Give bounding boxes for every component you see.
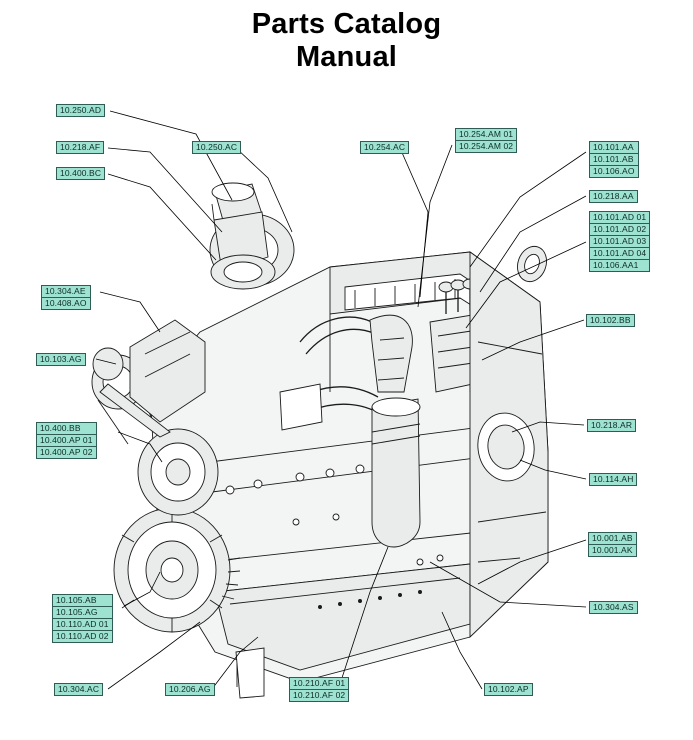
callout-label[interactable]: 10.001.AB — [588, 532, 637, 545]
callout-label[interactable]: 10.102.BB — [586, 314, 635, 327]
callout-label[interactable]: 10.101.AD 02 — [589, 223, 650, 236]
callout-10-101-aa-group[interactable] — [589, 141, 639, 177]
callout-10-101-ad-group[interactable] — [589, 211, 650, 271]
callout-10-001-ab-group[interactable] — [588, 532, 637, 556]
page-title — [0, 8, 693, 74]
callout-label[interactable]: 10.106.AA1 — [589, 259, 650, 272]
callout-10-105-ab-group[interactable] — [52, 594, 113, 642]
callout-label[interactable]: 10.250.AC — [192, 141, 241, 154]
callout-10-218-aa[interactable] — [589, 190, 638, 202]
callout-10-210-af-group[interactable] — [289, 677, 349, 701]
callout-label[interactable]: 10.254.AC — [360, 141, 409, 154]
callout-label[interactable]: 10.101.AA — [589, 141, 639, 154]
callout-10-102-bb[interactable] — [586, 314, 635, 326]
callout-label[interactable]: 10.304.AE — [41, 285, 91, 298]
callout-10-400-bb-group[interactable] — [36, 422, 97, 458]
callout-10-250-ac[interactable] — [192, 141, 241, 153]
title-line-1: Parts Catalog — [251, 8, 442, 40]
callout-label[interactable]: 10.101.AB — [589, 153, 639, 166]
callout-label[interactable]: 10.408.AO — [41, 297, 91, 310]
callout-label[interactable]: 10.218.AF — [56, 141, 104, 154]
callout-10-102-ap[interactable] — [484, 683, 533, 695]
callout-10-218-af[interactable] — [56, 141, 104, 153]
callout-label[interactable]: 10.101.AD 03 — [589, 235, 650, 248]
callout-label[interactable]: 10.101.AD 01 — [589, 211, 650, 224]
callout-label[interactable]: 10.210.AF 01 — [289, 677, 349, 690]
callout-label[interactable]: 10.400.BC — [56, 167, 105, 180]
callout-10-103-ag[interactable] — [36, 353, 86, 365]
callout-label[interactable]: 10.254.AM 01 — [455, 128, 517, 141]
callout-10-400-bc[interactable] — [56, 167, 105, 179]
callout-10-254-ac[interactable] — [360, 141, 409, 153]
callout-10-304-ac[interactable] — [54, 683, 103, 695]
callout-label[interactable]: 10.400.AP 02 — [36, 446, 97, 459]
callout-10-250-ad[interactable] — [56, 104, 105, 116]
callout-label[interactable]: 10.110.AD 01 — [52, 618, 113, 631]
callout-label[interactable]: 10.103.AG — [36, 353, 86, 366]
callout-10-114-ah[interactable] — [589, 473, 637, 485]
callout-label[interactable]: 10.105.AG — [52, 606, 113, 619]
callout-label[interactable]: 10.218.AR — [587, 419, 636, 432]
callout-label[interactable]: 10.001.AK — [588, 544, 637, 557]
callout-10-304-ae-group[interactable] — [41, 285, 91, 309]
callout-label[interactable]: 10.218.AA — [589, 190, 638, 203]
callout-10-218-ar[interactable] — [587, 419, 636, 431]
callout-label[interactable]: 10.105.AB — [52, 594, 113, 607]
callout-label[interactable]: 10.114.AH — [589, 473, 637, 486]
callout-10-304-as[interactable] — [589, 601, 638, 613]
title-line-2: Manual — [295, 41, 398, 73]
callout-label[interactable]: 10.210.AF 02 — [289, 689, 349, 702]
callout-label[interactable]: 10.206.AG — [165, 683, 215, 696]
callout-10-254-am[interactable] — [455, 128, 517, 152]
callout-label[interactable]: 10.400.AP 01 — [36, 434, 97, 447]
callout-label[interactable]: 10.304.AS — [589, 601, 638, 614]
callout-10-206-ag[interactable] — [165, 683, 215, 695]
callout-label[interactable]: 10.102.AP — [484, 683, 533, 696]
engine-diagram — [0, 92, 693, 740]
callout-label[interactable]: 10.304.AC — [54, 683, 103, 696]
callout-label[interactable]: 10.101.AD 04 — [589, 247, 650, 260]
callout-label[interactable]: 10.254.AM 02 — [455, 140, 517, 153]
callout-label[interactable]: 10.400.BB — [36, 422, 97, 435]
callout-label[interactable]: 10.250.AD — [56, 104, 105, 117]
callout-label[interactable]: 10.106.AO — [589, 165, 639, 178]
callout-label[interactable]: 10.110.AD 02 — [52, 630, 113, 643]
